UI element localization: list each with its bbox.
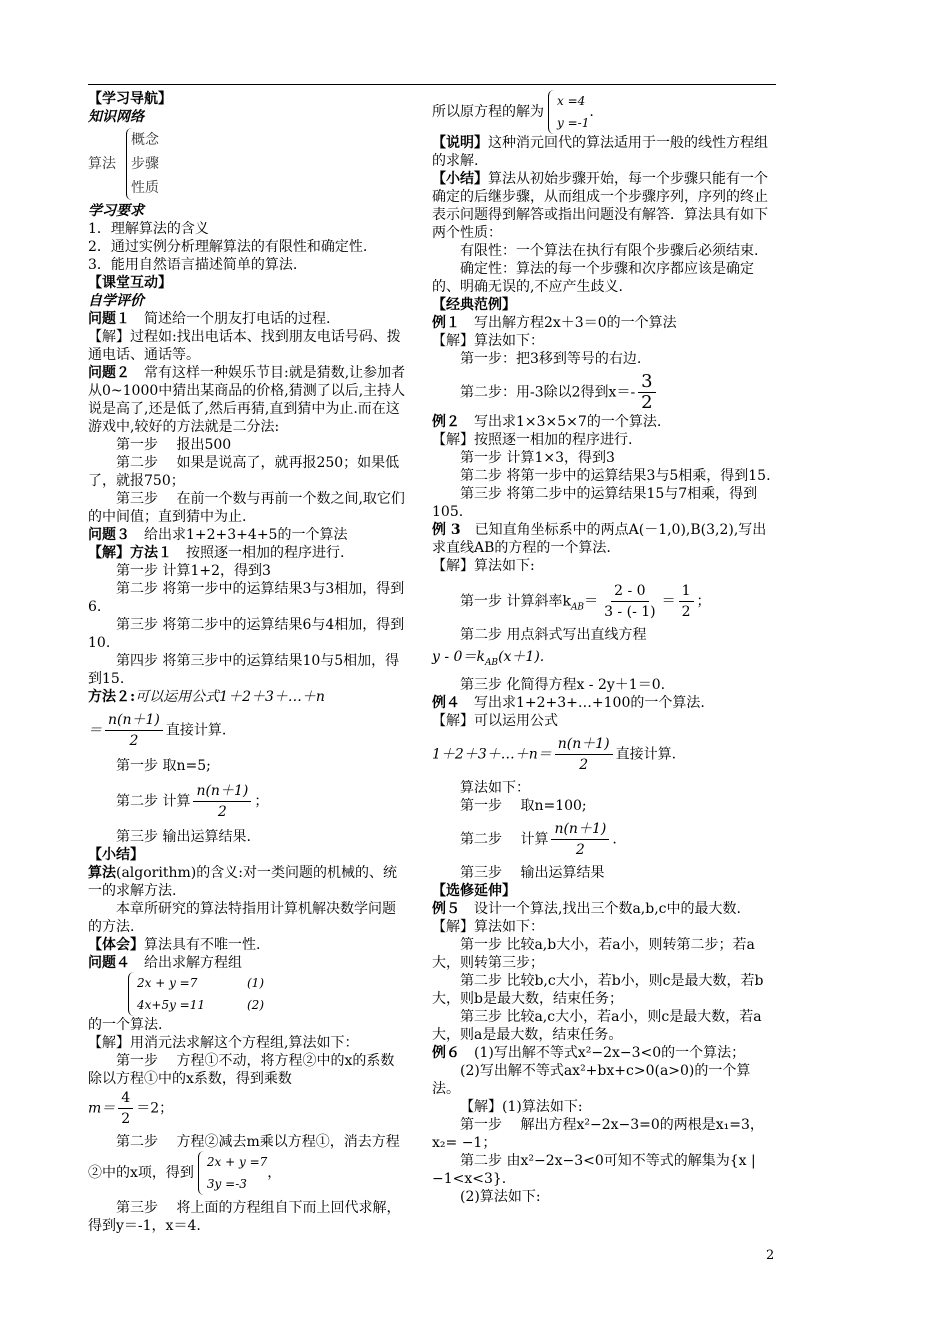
summary-label: 算法	[88, 865, 116, 881]
page-number: 2	[766, 1248, 775, 1263]
summary-text2: 对一类问题的机械的、统一的求解方法.	[88, 865, 397, 899]
ex4-step1: 第一步 取n=100;	[460, 797, 587, 814]
q4-after: 的一个算法.	[88, 1017, 163, 1033]
sol-eq2: y =-1	[557, 116, 590, 130]
m2-text: 可以运用公式1＋2＋3＋…＋n	[135, 689, 325, 705]
ex1-num: 3	[638, 372, 655, 393]
solution-text: 所以原方程的解为	[432, 104, 544, 120]
q4-m-num: 4	[118, 1088, 133, 1109]
header-rule	[88, 84, 776, 85]
m2-step2: 第二步 计算	[116, 793, 191, 810]
ex3-num2: 1	[679, 581, 694, 602]
tree-root: 算法	[88, 156, 116, 172]
m2-label: 方法２:	[88, 689, 136, 705]
q4-step2	[88, 1133, 408, 1195]
ex1-text: 写出解方程2x＋3＝0的一个算法	[474, 315, 677, 331]
ex2-step2: 第二步 将第一步中的运算结果3与5相乘，得到15.	[460, 468, 771, 484]
note-text: 这种消元回代的算法适用于一般的线性方程组的求解.	[432, 135, 768, 169]
tree-item: 性质	[131, 180, 159, 196]
ex3-den2: 2	[681, 604, 691, 620]
requirement-1: 1．理解算法的含义	[88, 221, 209, 237]
ex2-ans: 【解】按照逐一相加的程序进行.	[432, 432, 633, 448]
q3-text: 给出求1+2+3+4+5的一个算法	[144, 527, 348, 543]
m2-fraction	[105, 710, 163, 751]
ex4-step2: 第二步 计算	[460, 831, 549, 848]
requirement-2: 2．通过实例分析理解算法的有限性和确定性.	[88, 239, 368, 255]
tree-item: 概念	[131, 132, 159, 148]
ex2-label: 例２	[432, 414, 460, 430]
m2-num: n(n＋1)	[105, 710, 163, 731]
ex6-ans: 【解】(1)算法如下:	[460, 1098, 583, 1115]
ex3-step2: 第二步 用点斜式写出直线方程	[460, 627, 647, 643]
ex5-text: 设计一个算法,找出三个数a,b,c中的最大数.	[474, 900, 741, 917]
ex3-sub: AB	[570, 602, 585, 613]
m2-s2-num: n(n＋1)	[193, 781, 251, 802]
m2-den: 2	[129, 733, 139, 749]
heading-summary: 【小结】	[88, 847, 144, 863]
q4-s2-eq2: 3y =-3	[206, 1177, 247, 1191]
ex1-den: 2	[641, 392, 653, 413]
summary-label: 【小结】	[432, 171, 488, 187]
ex1-step2: 第二步：用-3除以2得到x＝-	[460, 384, 636, 401]
q3-ans-label: 【解】方法１	[88, 545, 172, 561]
ex2-step1: 第一步 计算1×3，得到3	[460, 450, 615, 466]
m2-step1: 第一步 取n=5;	[116, 758, 211, 774]
ex6-step1: 第一步 解出方程x²−2x−3=0的两根是x₁=3，x₂= −1；	[432, 1116, 764, 1151]
ex5-step2: 第二步 比较b,c大小，若b小，则c是最大数，若b大，则b是最大数，结束任务；	[432, 972, 764, 1007]
ex6-text2: (2)写出解不等式ax²+bx+c>0(a>0)的一个算法。	[432, 1062, 751, 1097]
ex4-fraction	[555, 734, 613, 775]
sol-eq1: x =4	[557, 94, 586, 108]
q2-step3: 第三步 在前一个数与再前一个数之间,取它们的中间值；直到猜中为止.	[88, 491, 405, 525]
q4-s2-end: ，	[267, 1165, 282, 1181]
q4-ans-label: 【解】	[88, 1035, 130, 1051]
experience-text: 算法具有不唯一性.	[144, 937, 261, 953]
q4-step1: 第一步 方程①不动，将方程②中的x的系数除以方程①中的x系数，得到乘数	[88, 1053, 395, 1087]
q4-eq1: 2x + y =7	[137, 976, 198, 990]
q4-step2-text: 第二步 方程②减去m乘以方程①，消去方程②中的x项，得到	[88, 1134, 400, 1181]
note-label: 【说明】	[432, 135, 488, 151]
ex3-den: 3 - (- 1)	[604, 604, 656, 620]
ex4-text: 写出求1+2+3+…+100的一个算法.	[474, 694, 705, 711]
q3-step2: 第二步 将第一步中的运算结果3与3相加，得到6.	[88, 581, 405, 615]
ex3-eq: ＝	[584, 593, 599, 610]
q3-label: 问题３	[88, 527, 130, 543]
left-column	[88, 90, 408, 1235]
q2-step2: 第二步 如果是说高了，就再报250；如果低了，就报750；	[88, 455, 400, 489]
ex4-after: 直接计算.	[615, 746, 677, 763]
requirement-3: 3．能用自然语言描述简单的算法.	[88, 257, 298, 273]
ex4-step2-fraction	[551, 819, 609, 860]
q3-step1: 第一步 计算1+2，得到3	[116, 563, 271, 579]
q4-label: 问题４	[88, 955, 130, 971]
ex3-text: 已知直角坐标系中的两点A(－1,0),B(3,2),写出求直线AB的方程的一个算法.	[432, 522, 767, 556]
heading-knowledge: 知识网络	[88, 109, 144, 125]
property-finite: 有限性：一个算法在执行有限个步骤后必须结束.	[460, 243, 759, 259]
ex4-formula: 1＋2＋3＋…＋n＝	[432, 746, 552, 763]
q1-ans-label: 【解】	[88, 329, 130, 345]
q2-step1: 第一步 报出500	[116, 437, 232, 453]
ex4-den: 2	[579, 756, 589, 773]
ex5-label: 例５	[432, 900, 460, 917]
right-column	[432, 90, 778, 1206]
summary-text3: 本章所研究的算法特指用计算机解决数学问题的方法.	[88, 901, 396, 935]
m2-step2-fraction	[193, 781, 251, 822]
ex3-fraction2	[679, 581, 694, 622]
ex3-line: y - 0＝k	[432, 649, 485, 665]
q4-m-den: 2	[121, 1111, 131, 1127]
q1-label: 问题１	[88, 311, 130, 327]
property-definite: 确定性：算法的每一个步骤和次序都应该是确定的、明确无误的,不应产生歧义.	[432, 261, 754, 295]
heading-self: 自学评价	[88, 293, 144, 309]
ex5-step3: 第三步 比较a,c大小，若a小，则c是最大数，若a大，则a是最大数，结束任务。	[432, 1008, 762, 1043]
ex3-label: 例 3	[432, 522, 461, 538]
ex3-end: ；	[696, 593, 711, 610]
ex4-s2-end: .	[612, 831, 617, 848]
q4-m-end: ＝2；	[136, 1100, 174, 1117]
tree-brace	[126, 128, 159, 200]
q4-step2-system	[198, 1151, 267, 1195]
tree-item: 步骤	[131, 156, 159, 172]
q4-m-fraction	[118, 1088, 133, 1129]
ex4-num: n(n＋1)	[555, 734, 613, 755]
ex4-step3: 第三步 输出运算结果	[460, 864, 605, 881]
ex2-text: 写出求1×3×5×7的一个算法.	[474, 414, 662, 430]
ex4-alg: 算法如下：	[460, 779, 530, 796]
heading-nav: 【学习导航】	[88, 91, 172, 107]
heading-requirements: 学习要求	[88, 203, 144, 219]
ex5-step1: 第一步 比较a,b大小，若a小，则转第二步；若a大，则转第三步；	[432, 936, 755, 971]
ex1-step1: 第一步：把3移到等号的右边.	[460, 351, 642, 367]
ex4-s2-num: n(n＋1)	[551, 819, 609, 840]
q3-step4: 第四步 将第三步中的运算结果10与5相加，得到15.	[88, 653, 400, 687]
q3-ans: 按照逐一相加的程序进行.	[186, 545, 345, 561]
ex6-step3: (2)算法如下:	[460, 1188, 541, 1205]
q1-ans: 过程如:找出电话本、找到朋友电话号码、拨通电话、通话等。	[88, 329, 401, 363]
q4-step3: 第三步 将上面的方程组自下而上回代求解，得到y＝-1，x＝4.	[88, 1200, 401, 1234]
m2-s2-den: 2	[217, 804, 227, 820]
ex3-step1: 第一步 计算斜率k	[460, 593, 571, 610]
ex3-num: 2 - 0	[611, 581, 648, 602]
solution-system	[548, 90, 589, 134]
q4-system	[128, 972, 264, 1016]
ex3-step3: 第三步 化简得方程x - 2y＋1＝0.	[460, 676, 666, 693]
ex3-fraction	[601, 581, 659, 622]
m2-eq: ＝	[88, 722, 102, 739]
ex1-label: 例１	[432, 315, 460, 331]
ex5-ans: 【解】算法如下：	[432, 918, 544, 935]
q4-eq1-tag: (1)	[247, 976, 264, 990]
heading-examples: 【经典范例】	[432, 297, 516, 313]
ex2-step3: 第三步 将第二步中的运算结果15与7相乘，得到105.	[432, 486, 758, 520]
ex3-line-end: (x＋1).	[498, 649, 545, 665]
q3-step3: 第三步 将第二步中的运算结果6与4相加，得到10.	[88, 617, 405, 651]
ex3-ans: 【解】算法如下:	[432, 558, 535, 574]
ex4-s2-den: 2	[575, 841, 585, 858]
knowledge-tree	[88, 126, 408, 202]
m2-after: 直接计算.	[165, 722, 227, 739]
q4-s2-eq1: 2x + y =7	[206, 1155, 268, 1169]
ex6-label: 例６	[432, 1044, 460, 1061]
heading-extend: 【选修延伸】	[432, 882, 516, 899]
ex3-line-sub: AB	[484, 657, 499, 668]
ex1-ans: 【解】算法如下：	[432, 333, 544, 349]
heading-experience: 【体会】	[88, 937, 144, 953]
summary-text1: (algorithm)的含义:	[116, 865, 243, 881]
q4-eq2-tag: (2)	[247, 998, 264, 1012]
summary-text: 算法从初始步骤开始，每一个步骤只能有一个确定的后继步骤，从而组成一个步骤序列，序列的终止表示问题得到解答或指出问题没有解答．算法具有如下两个性质：	[432, 171, 768, 241]
m2-s2-end: ；	[254, 793, 269, 810]
q2-text: 常有这样一种娱乐节目:就是猜数,让参加者从0~1000中猜出某商品的价格,猜测了以后,主持人说是高了,还是低了,然后再猜,直到猜中为止.而在这游戏中,较好的方法就是二分法:	[88, 365, 406, 435]
sol-end: .	[589, 104, 594, 120]
ex4-ans: 【解】可以运用公式	[432, 712, 558, 729]
q4-eq2: 4x+5y =11	[137, 998, 206, 1012]
q1-text: 简述给一个朋友打电话的过程.	[144, 311, 331, 327]
m2-step3: 第三步 输出运算结果.	[116, 829, 251, 845]
ex6-step2: 第二步 由x²−2x−3<0可知不等式的解集为{x | −1<x<3}.	[432, 1152, 756, 1187]
ex1-fraction	[638, 372, 655, 413]
ex3-eq2: ＝	[661, 593, 676, 610]
q4-ans: 用消元法求解这个方程组,算法如下：	[130, 1035, 359, 1051]
heading-class: 【课堂互动】	[88, 275, 172, 291]
q4-text: 给出求解方程组	[144, 955, 242, 971]
ex6-text1: (1)写出解不等式x²−2x−3<0的一个算法；	[474, 1044, 746, 1061]
q2-label: 问题２	[88, 365, 130, 381]
ex4-label: 例４	[432, 694, 460, 711]
q4-m: m＝	[88, 1100, 116, 1117]
